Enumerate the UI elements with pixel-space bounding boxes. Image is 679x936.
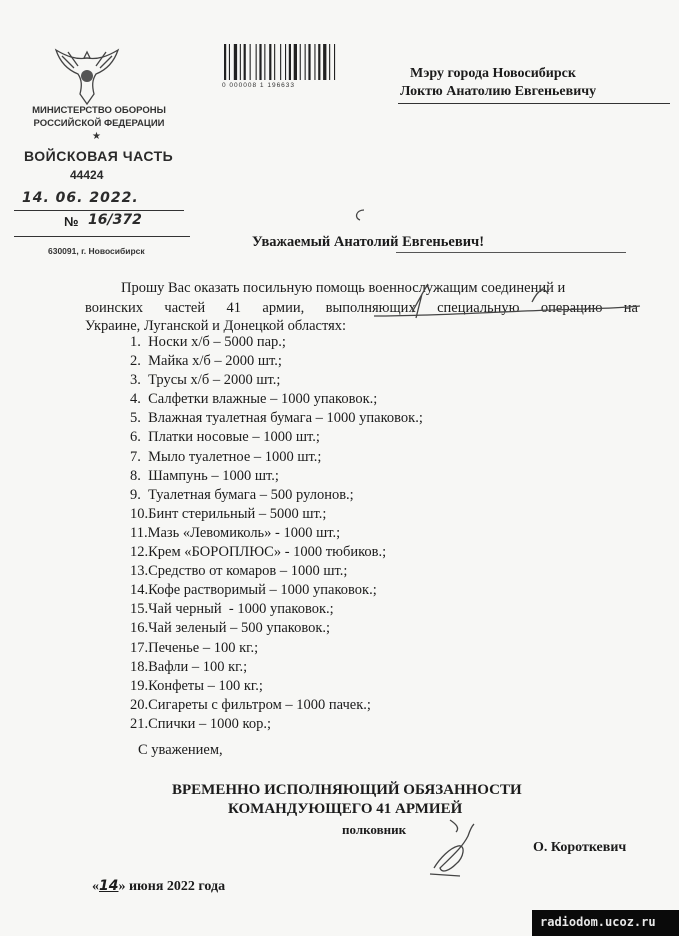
list-item: 13.Средство от комаров – 1000 шт.; — [130, 563, 348, 580]
list-item: 21.Спички – 1000 кор.; — [130, 715, 271, 732]
position-line-2: КОМАНДУЮЩЕГО 41 АРМИЕЙ — [228, 801, 463, 817]
list-item: 1. Носки х/б – 5000 пар.; — [130, 334, 286, 350]
body-line-3: Украине, Луганской и Донецкой областях: — [85, 318, 347, 334]
list-item: 5. Влажная туалетная бумага – 1000 упаковок.; — [130, 410, 423, 427]
handwritten-date: 14. 06. 2022. — [22, 190, 139, 206]
signature-icon — [420, 818, 490, 878]
list-item: 14.Кофе растворимый – 1000 упаковок.; — [130, 582, 377, 599]
list-item: 11.Мазь «Левомиколь» - 1000 шт.; — [130, 524, 341, 541]
list-item: 16.Чай зеленый – 500 упаковок.; — [130, 620, 331, 637]
list-item: 15.Чай черный - 1000 упаковок.; — [130, 601, 334, 618]
footer-date-rest: » июня 2022 года — [118, 879, 226, 894]
barcode-bar — [294, 44, 297, 80]
barcode-bar — [300, 44, 301, 80]
ministry-line-2: РОССИЙСКОЙ ФЕДЕРАЦИИ — [33, 118, 165, 129]
list-item: 6. Платки носовые – 1000 шт.; — [130, 429, 320, 446]
list-item: 3. Трусы х/б – 2000 шт.; — [130, 372, 281, 389]
barcode-number: 0 000008 1 196633 — [222, 82, 296, 89]
list-item: 9. Туалетная бумага – 500 рулонов.; — [130, 486, 354, 503]
list-item: 10.Бинт стерильный – 5000 шт.; — [130, 505, 327, 522]
supply-list — [130, 333, 423, 734]
date-underline — [14, 210, 184, 211]
barcode-bar — [259, 44, 261, 80]
unit-title: ВОЙСКОВАЯ ЧАСТЬ — [24, 148, 174, 164]
barcode-bar — [274, 44, 275, 80]
star-icon: ★ — [92, 131, 101, 142]
footer-date — [92, 878, 225, 895]
barcode-bar — [314, 44, 315, 80]
footer-date-day: 14 — [99, 878, 119, 894]
barcode-bar — [308, 44, 310, 80]
barcode-bar — [285, 44, 286, 80]
barcode-bar — [244, 44, 246, 80]
ministry-line-1: МИНИСТЕРСТВО ОБОРОНЫ — [32, 105, 166, 116]
body-line-2: воинских частей 41 армии, выполняющих специальную операцию на — [85, 300, 638, 316]
barcode-bar — [289, 44, 291, 80]
unit-number: 44424 — [70, 168, 104, 182]
barcode-bar — [269, 44, 271, 80]
signatory-name: О. Короткевич — [533, 840, 627, 855]
barcode-bar — [240, 44, 241, 80]
closing: С уважением, — [138, 742, 223, 758]
list-item: 20.Сигареты с фильтром – 1000 пачек.; — [130, 696, 371, 713]
position-line-1: ВРЕМЕННО ИСПОЛНЯЮЩИЙ ОБЯЗАННОСТИ — [172, 782, 522, 798]
barcode-bar — [280, 44, 281, 80]
barcode-bar — [229, 44, 230, 80]
pen-mark-icon — [350, 206, 370, 226]
list-item: 2. Майка х/б – 2000 шт.; — [130, 353, 282, 370]
list-item: 12.Крем «БОРОПЛЮС» - 1000 тюбиков.; — [130, 544, 387, 561]
footer-date-open: « — [92, 879, 99, 894]
ministry-name — [14, 104, 184, 130]
barcode-bar — [318, 44, 320, 80]
list-item: 18.Вафли – 100 кг.; — [130, 658, 248, 675]
barcode-bar — [264, 44, 265, 80]
list-item: 19.Конфеты – 100 кг.; — [130, 677, 263, 694]
barcode-icon — [222, 44, 362, 84]
barcode-bar — [323, 44, 326, 80]
number-prefix: № — [64, 214, 79, 229]
barcode-bar — [256, 44, 257, 80]
greeting: Уважаемый Анатолий Евгеньевич! — [252, 234, 485, 250]
barcode-bar — [234, 44, 237, 80]
list-item: 4. Салфетки влажные – 1000 упаковок.; — [130, 391, 378, 408]
barcode-bar — [334, 44, 335, 80]
barcode-bar — [224, 44, 226, 80]
eagle-emblem-icon — [48, 46, 126, 108]
barcode-bar — [250, 44, 251, 80]
addressee-underline — [398, 103, 670, 104]
rank: полковник — [342, 822, 407, 837]
city-postal: 630091, г. Новосибирск — [48, 246, 145, 256]
watermark-text: radiodom.ucoz.ru — [540, 915, 656, 929]
barcode-bar — [329, 44, 330, 80]
barcode-bar — [305, 44, 306, 80]
body-line-1: Прошу Вас оказать посильную помощь военнослужащим соединений и — [121, 280, 566, 296]
greeting-scribble-line — [396, 252, 626, 253]
handwritten-number: 16/372 — [88, 212, 142, 228]
list-item: 7. Мыло туалетное – 1000 шт.; — [130, 448, 322, 465]
list-item: 17.Печенье – 100 кг.; — [130, 639, 259, 656]
number-underline — [14, 236, 190, 237]
addressee-line-2: Локтю Анатолию Евгеньевичу — [400, 84, 597, 99]
pen-scribble-icon — [372, 282, 642, 322]
addressee-line-1: Мэру города Новосибирск — [410, 66, 576, 81]
list-item: 8. Шампунь – 1000 шт.; — [130, 467, 279, 484]
